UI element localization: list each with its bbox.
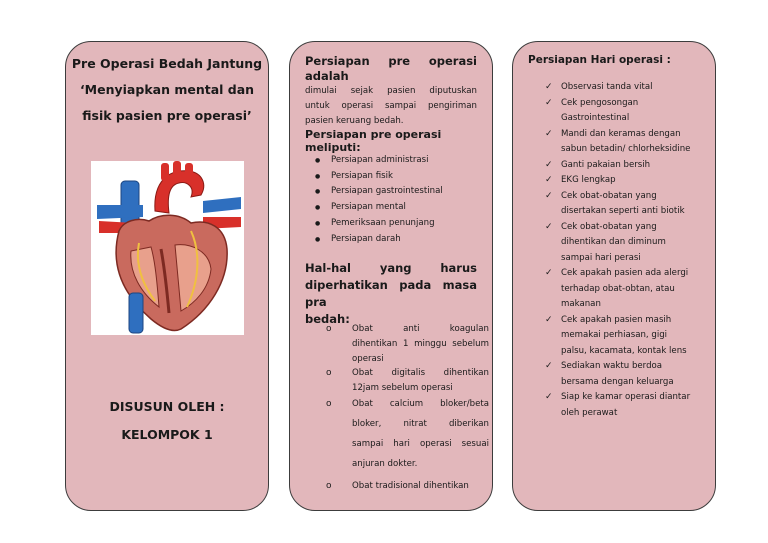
list-item: ● Persiapan administrasi bbox=[298, 153, 477, 169]
preparation-subheading: Persiapan pre operasi meliputi: bbox=[305, 128, 442, 154]
checklist-item: ✓ Cek obat-obatan yang dihentikan dan diminum sampai hari perasi bbox=[561, 220, 711, 267]
checklist-item: ✓ Observasi tanda vital bbox=[561, 80, 711, 96]
title-line-1: Pre Operasi Bedah Jantung bbox=[71, 56, 263, 71]
list-item: ● Persiapan mental bbox=[298, 200, 477, 216]
list-item: ● Persiapan gastrointestinal bbox=[298, 184, 477, 200]
surgery-day-heading: Persiapan Hari operasi : bbox=[528, 54, 671, 66]
checklist-item: ✓ Cek pengosongan Gastrointestinal bbox=[561, 96, 711, 127]
checklist-item: ✓ Ganti pakaian bersih bbox=[561, 158, 711, 174]
list-item: ● Persiapan fisik bbox=[298, 169, 477, 185]
intro-heading: Persiapan pre operasi adalah bbox=[305, 54, 477, 83]
surgery-day-panel bbox=[512, 41, 716, 511]
surgery-day-checklist bbox=[561, 80, 711, 421]
checklist-item: ✓ Mandi dan keramas dengan sabun betadin/ chlorheksidine bbox=[561, 127, 711, 158]
credit-label: DISUSUN OLEH : bbox=[109, 399, 225, 414]
heart-illustration bbox=[91, 161, 244, 335]
title-line-2: ‘Menyiapkan mental dan bbox=[79, 82, 255, 97]
title-line-3: fisik pasien pre operasi’ bbox=[82, 108, 252, 123]
checklist-item: ✓ EKG lengkap bbox=[561, 173, 711, 189]
group-name: KELOMPOK 1 bbox=[121, 427, 213, 442]
intro-line-2: untuk operasi sampai pengiriman bbox=[305, 101, 477, 111]
preparation-list bbox=[298, 153, 477, 247]
checklist-item: ✓ Cek apakah pasien ada alergi terhadap obat-obtan, atau makanan bbox=[561, 266, 711, 313]
intro-line-1: dimulai sejak pasien diputuskan bbox=[305, 86, 477, 96]
notes-heading-3: bedah: bbox=[305, 312, 350, 326]
notes-heading-2: diperhatikan pada masa pra bbox=[305, 278, 477, 309]
cover-panel bbox=[65, 41, 269, 511]
list-item: ● Persiapan darah bbox=[298, 232, 477, 248]
intro-line-3: pasien keruang bedah. bbox=[305, 116, 404, 126]
checklist-item: ✓ Cek obat-obatan yang disertakan seperti anti biotik bbox=[561, 189, 711, 220]
checklist-item: ✓ Siap ke kamar operasi diantar oleh perawat bbox=[561, 390, 711, 421]
checklist-item: ✓ Cek apakah pasien masih memakai perhiasan, gigi palsu, kacamata, kontak lens bbox=[561, 313, 711, 360]
preparation-panel: Persiapan pre operasi adalah dimulai sejak pasien diputuskan untuk operasi sampai pengiriman pasien keruang bedah. Persiapan pre operasi meliputi: ● Persiapan administrasi ● Persiapan fisik ● Persiapan gastrointestinal ● Persiapan mental ● Pemeriksaan penunjang ● Persiapan darah Hal-hal yang harus diperhatikan pada masa pra bedah: o Obat anti koagulan dihentikan 1 minggu sebelum operasi o Obat digitalis dihentikan 12jam sebelum operasi o Obat calcium bloker/beta bloker, nitrat diberikan sampai hari operasi sesuai anjuran dokter. o Obat tradisional dihentikan bbox=[289, 41, 493, 511]
notes-heading-1: Hal-hal yang harus bbox=[305, 261, 477, 275]
checklist-item: ✓ Sediakan waktu berdoa bersama dengan keluarga bbox=[561, 359, 711, 390]
list-item: ● Pemeriksaan penunjang bbox=[298, 216, 477, 232]
